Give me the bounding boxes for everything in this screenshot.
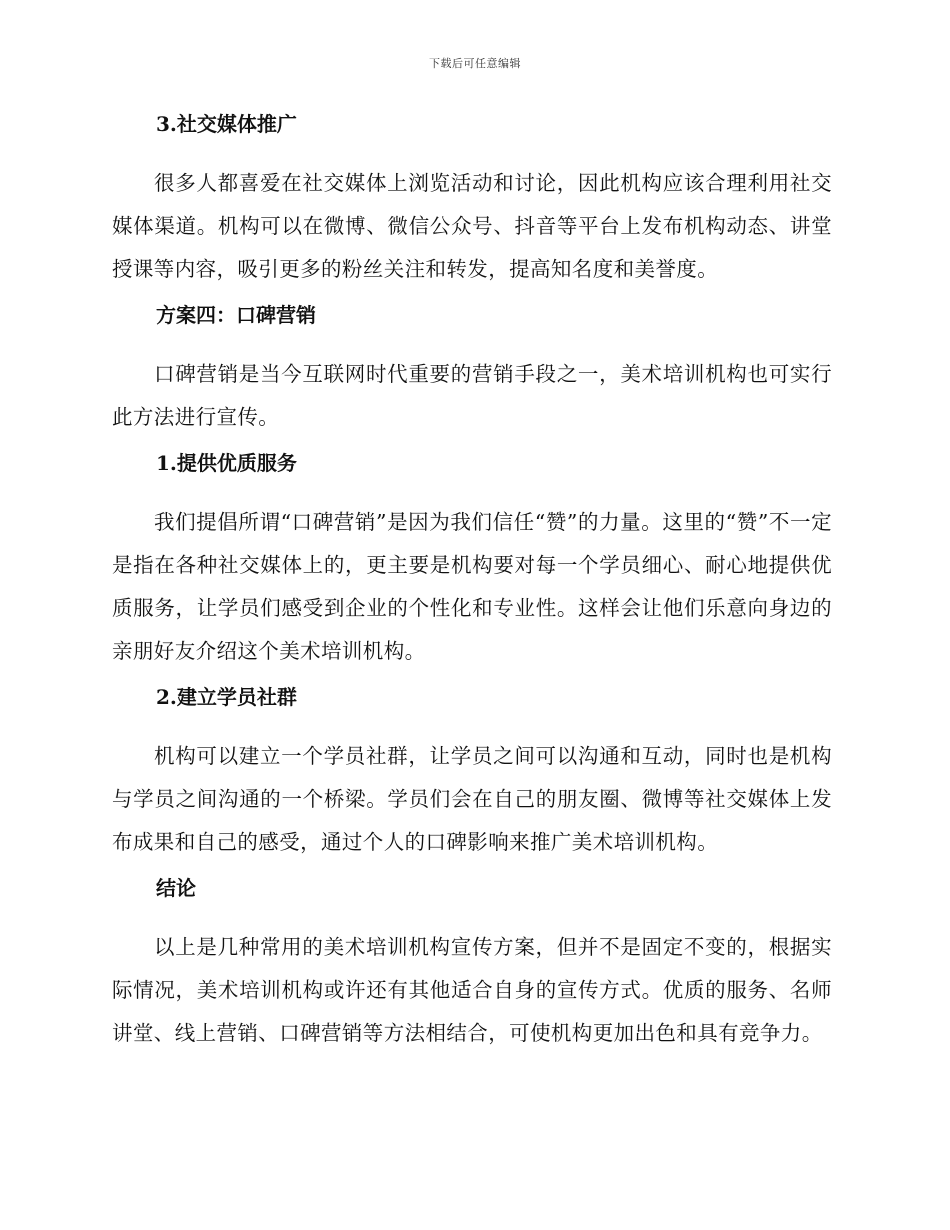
section-social-media: [112, 108, 832, 291]
section-student-community: [112, 681, 832, 864]
section-quality-service: [112, 447, 832, 673]
section-paragraph: 很多人都喜爱在社交媒体上浏览活动和讨论，因此机构应该合理利用社交媒体渠道。机构可以在微博、微信公众号、抖音等平台上发布机构动态、讲堂授课等内容，吸引更多的粉丝关注和转发，提高知名度和美誉度。: [112, 171, 832, 281]
page-header: 下载后可任意编辑: [429, 57, 521, 70]
section-paragraph: 以上是几种常用的美术培训机构宣传方案，但并不是固定不变的，根据实际情况，美术培训机构或许还有其他适合自身的宣传方式。优质的服务、名师讲堂、线上营销、口碑营销等方法相结合，可使机构更加出色和具有竞争力。: [112, 935, 832, 1045]
section-heading: 2.建立学员社群: [156, 685, 297, 709]
section-conclusion: [112, 872, 832, 1055]
section-word-of-mouth: [112, 299, 832, 439]
section-paragraph: 我们提倡所谓“口碑营销”是因为我们信任“赞”的力量。这里的“赞”不一定是指在各种社交媒体上的，更主要是机构要对每一个学员细心、耐心地提供优质服务，让学员们感受到企业的个性化和专业性。这样会让他们乐意向身边的亲朋好友介绍这个美术培训机构。: [112, 510, 832, 663]
document-body: [112, 108, 832, 1063]
section-paragraph: 机构可以建立一个学员社群，让学员之间可以沟通和互动，同时也是机构与学员之间沟通的一个桥梁。学员们会在自己的朋友圈、微博等社交媒体上发布成果和自己的感受，通过个人的口碑影响来推广美术培训机构。: [112, 744, 832, 854]
section-paragraph: 口碑营销是当今互联网时代重要的营销手段之一，美术培训机构也可实行此方法进行宣传。: [112, 362, 832, 429]
section-heading: 方案四：口碑营销: [156, 303, 316, 327]
section-heading: 3.社交媒体推广: [156, 112, 297, 136]
section-heading: 1.提供优质服务: [156, 451, 297, 475]
section-heading: 结论: [156, 876, 196, 900]
